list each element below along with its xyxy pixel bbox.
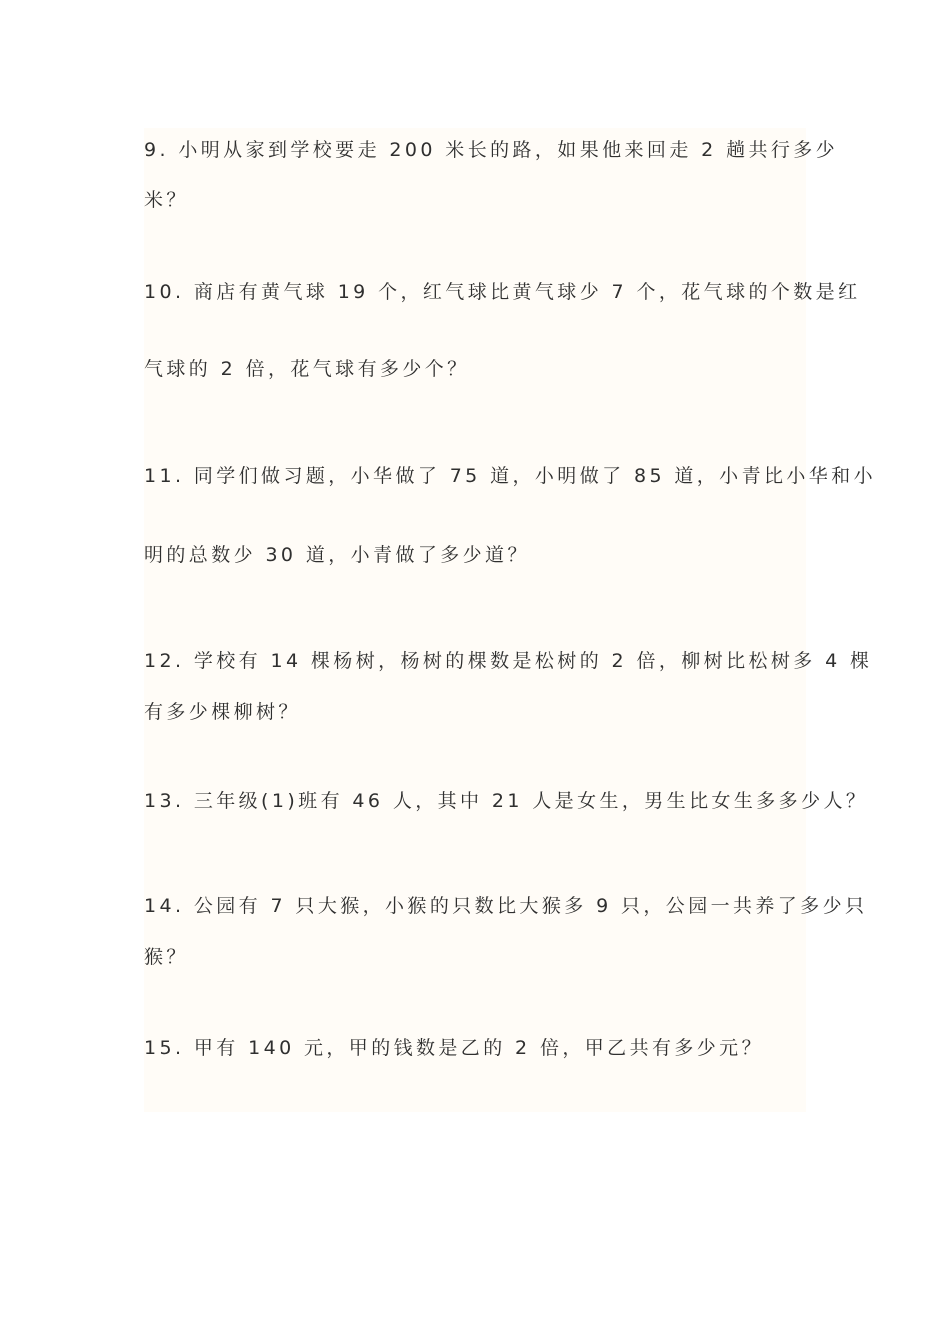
problem-11-line-1: 11. 同学们做习题，小华做了 75 道，小明做了 85 道，小青比小华和小 (144, 465, 876, 487)
problem-11-line-2: 明的总数少 30 道，小青做了多少道？ (144, 544, 530, 566)
problem-12-line-1: 12. 学校有 14 棵杨树，杨树的棵数是松树的 2 倍，柳树比松树多 4 棵 (144, 650, 873, 672)
problem-13-line-1: 13. 三年级(1)班有 46 人，其中 21 人是女生，男生比女生多多少人？ (144, 790, 869, 812)
problem-15-line-1: 15. 甲有 140 元，甲的钱数是乙的 2 倍，甲乙共有多少元？ (144, 1037, 764, 1059)
problem-14-line-1: 14. 公园有 7 只大猴，小猴的只数比大猴多 9 只，公园一共养了多少只 (144, 895, 868, 917)
problem-10-line-1: 10. 商店有黄气球 19 个，红气球比黄气球少 7 个，花气球的个数是红 (144, 281, 861, 303)
problem-14-line-2: 猴？ (144, 946, 189, 968)
problem-10-line-2: 气球的 2 倍，花气球有多少个？ (144, 358, 470, 380)
problem-9-line-1: 9. 小明从家到学校要走 200 米长的路，如果他来回走 2 趟共行多少 (144, 139, 839, 161)
problem-12-line-2: 有多少棵柳树？ (144, 701, 301, 723)
problem-9-line-2: 米？ (144, 189, 189, 211)
